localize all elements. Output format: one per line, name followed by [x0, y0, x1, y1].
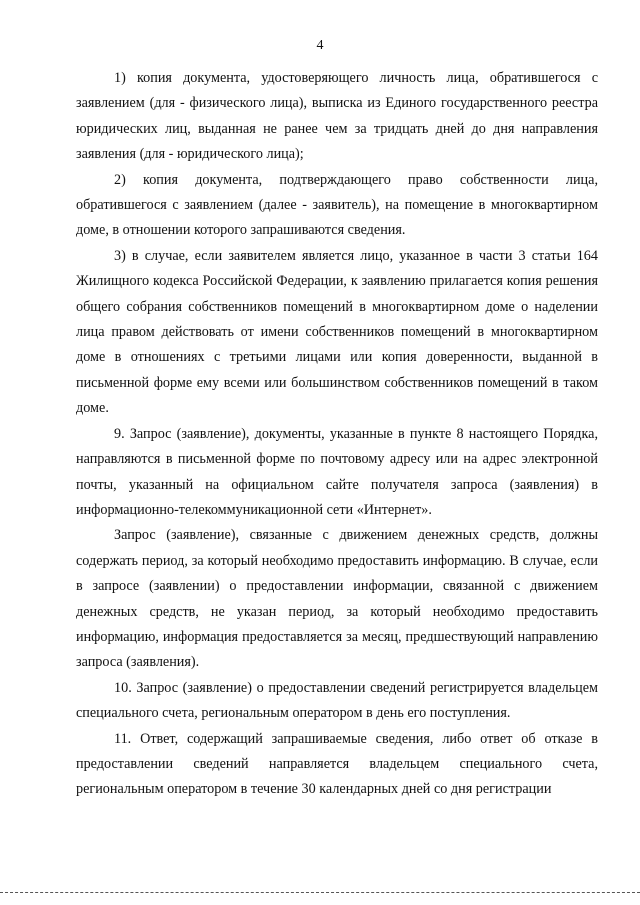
page-number: 4	[316, 38, 324, 53]
paragraph-section-11: 11. Ответ, содержащий запрашиваемые сведения, либо ответ об отказе в предоставлении сведений направляется владельцем специального счета, региональным оператором в течение 30 календарных дней со дня регистрации	[76, 730, 598, 798]
paragraph-item-3: 3) в случае, если заявителем является лицо, указанное в части 3 статьи 164 Жилищного кодекса Российской Федерации, к заявлению прилагается копия решения общего собрания собственников помещений в многоквартирном доме о наделении лица правом действовать от имени собственников помещений в многоквартирном доме в отношениях с третьими лицами или копия доверенности, выданной в письменной форме ему всеми или большинством собственников помещений в таком доме.	[76, 247, 598, 417]
paragraph-item-1: 1) копия документа, удостоверяющего личность лица, обратившегося с заявлением (для - физического лица), выписка из Единого государственного реестра юридических лиц, выданная не ранее чем за тридцать дней до дня направления заявления (для - юридического лица);	[76, 70, 598, 163]
paragraph-section-10: 10. Запрос (заявление) о предоставлении сведений регистрируется владельцем специального счета, региональным оператором в день его поступления.	[76, 679, 598, 722]
page-bottom-divider	[0, 892, 640, 893]
document-body	[76, 66, 598, 803]
paragraph-funds-request: Запрос (заявление), связанные с движением денежных средств, должны содержать период, за который необходимо предоставить информацию. В случае, если в запросе (заявлении) о предоставлении информации, связанной с движением денежных средств, не указан период, за который необходимо предоставить информацию, информация предоставляется за месяц, предшествующий направлению запроса (заявления).	[76, 527, 598, 671]
paragraph-section-9: 9. Запрос (заявление), документы, указанные в пункте 8 настоящего Порядка, направляются в письменной форме по почтовому адресу или на адрес электронной почты, указанный на официальном сайте получателя запроса (заявления) в информационно-телекоммуникационной сети «Интернет».	[76, 425, 598, 518]
paragraph-item-2: 2) копия документа, подтверждающего право собственности лица, обратившегося с заявлением (далее - заявитель), на помещение в многоквартирном доме, в отношении которого запрашиваются сведения.	[76, 171, 598, 239]
